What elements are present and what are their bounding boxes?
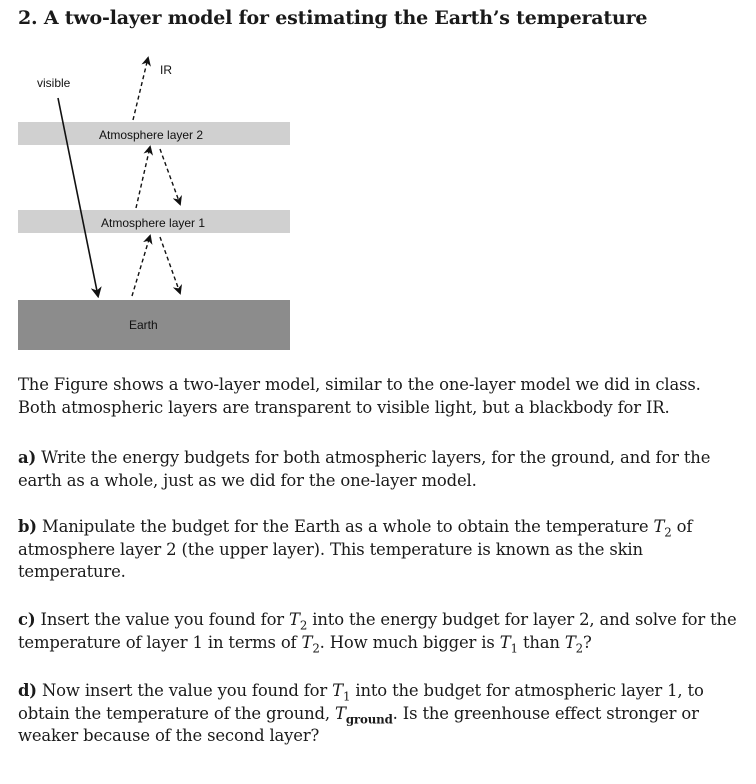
subscript-ground: ground [345, 711, 393, 726]
visible-label: visible [37, 76, 71, 90]
part-d-text-1: Now insert the value you found for [41, 681, 328, 700]
part-b-label: b) [18, 517, 37, 536]
variable-t: T [499, 632, 511, 652]
variable-t: T [332, 681, 343, 700]
variable-t: T [653, 517, 665, 536]
part-a-paragraph [18, 447, 743, 492]
ir-down-arrow-l1-to-earth [160, 237, 180, 293]
layer-2-label: Atmosphere layer 2 [99, 128, 204, 142]
part-a-label: a) [18, 448, 37, 467]
part-c-text-5: ? [583, 632, 592, 652]
intro-line-2: Both atmospheric layers are transparent to visible light, but a blackbody for IR. [18, 397, 670, 417]
part-d-paragraph [18, 680, 743, 748]
part-d-label: d) [18, 681, 37, 700]
variable-t: T [564, 632, 576, 652]
subscript: 2 [299, 618, 308, 633]
part-c-text-3: . How much bigger is [319, 632, 495, 652]
subscript: 2 [575, 640, 584, 655]
variable-t: T [335, 703, 346, 723]
layer-1-label: Atmosphere layer 1 [101, 216, 206, 230]
variable-t: T [289, 610, 300, 629]
two-layer-model-figure [0, 50, 310, 360]
ir-escape-arrow [133, 58, 148, 120]
ir-up-arrow-l1-to-l2 [136, 147, 150, 208]
part-d-text-3: . Is the greenhouse effect stronger or weaker because of the second layer? [18, 703, 699, 745]
part-c-label: c) [18, 610, 36, 629]
part-b-text-2: of atmosphere layer 2 (the upper layer). This temperature is known as the skin temperature. [18, 517, 693, 581]
problem-title: 2. A two-layer model for estimating the Earth’s temperature [18, 7, 648, 29]
part-c-text-4: than [522, 632, 560, 652]
subscript: 2 [312, 640, 320, 655]
ir-label: IR [160, 63, 172, 77]
ir-up-arrow-earth-to-l1 [132, 236, 150, 296]
part-b-text-1: Manipulate the budget for the Earth as a whole to obtain the temperature [41, 517, 649, 536]
subscript: 2 [664, 525, 672, 540]
earth-label: Earth [129, 318, 158, 332]
part-c-text-2: into the energy budget for layer 2, and solve for the temperature of layer 1 in terms of [18, 610, 737, 652]
subscript: 1 [342, 689, 351, 704]
subscript: 1 [510, 640, 518, 655]
part-b-paragraph [18, 516, 743, 584]
ir-down-arrow-l2-to-l1 [160, 149, 180, 204]
part-a-text: Write the energy budgets for both atmospheric layers, for the ground, and for the earth as a whole, just as we did for the one-layer model. [18, 448, 711, 490]
intro-paragraph [18, 374, 743, 419]
intro-line-1: The Figure shows a two-layer model, similar to the one-layer model we did in class. [18, 375, 701, 394]
part-c-paragraph [18, 609, 743, 654]
part-c-text-1: Insert the value you found for [40, 610, 284, 629]
part-d-text-2: into the budget for atmospheric layer 1, to obtain the temperature of the ground, [18, 681, 704, 723]
variable-t: T [301, 632, 313, 652]
